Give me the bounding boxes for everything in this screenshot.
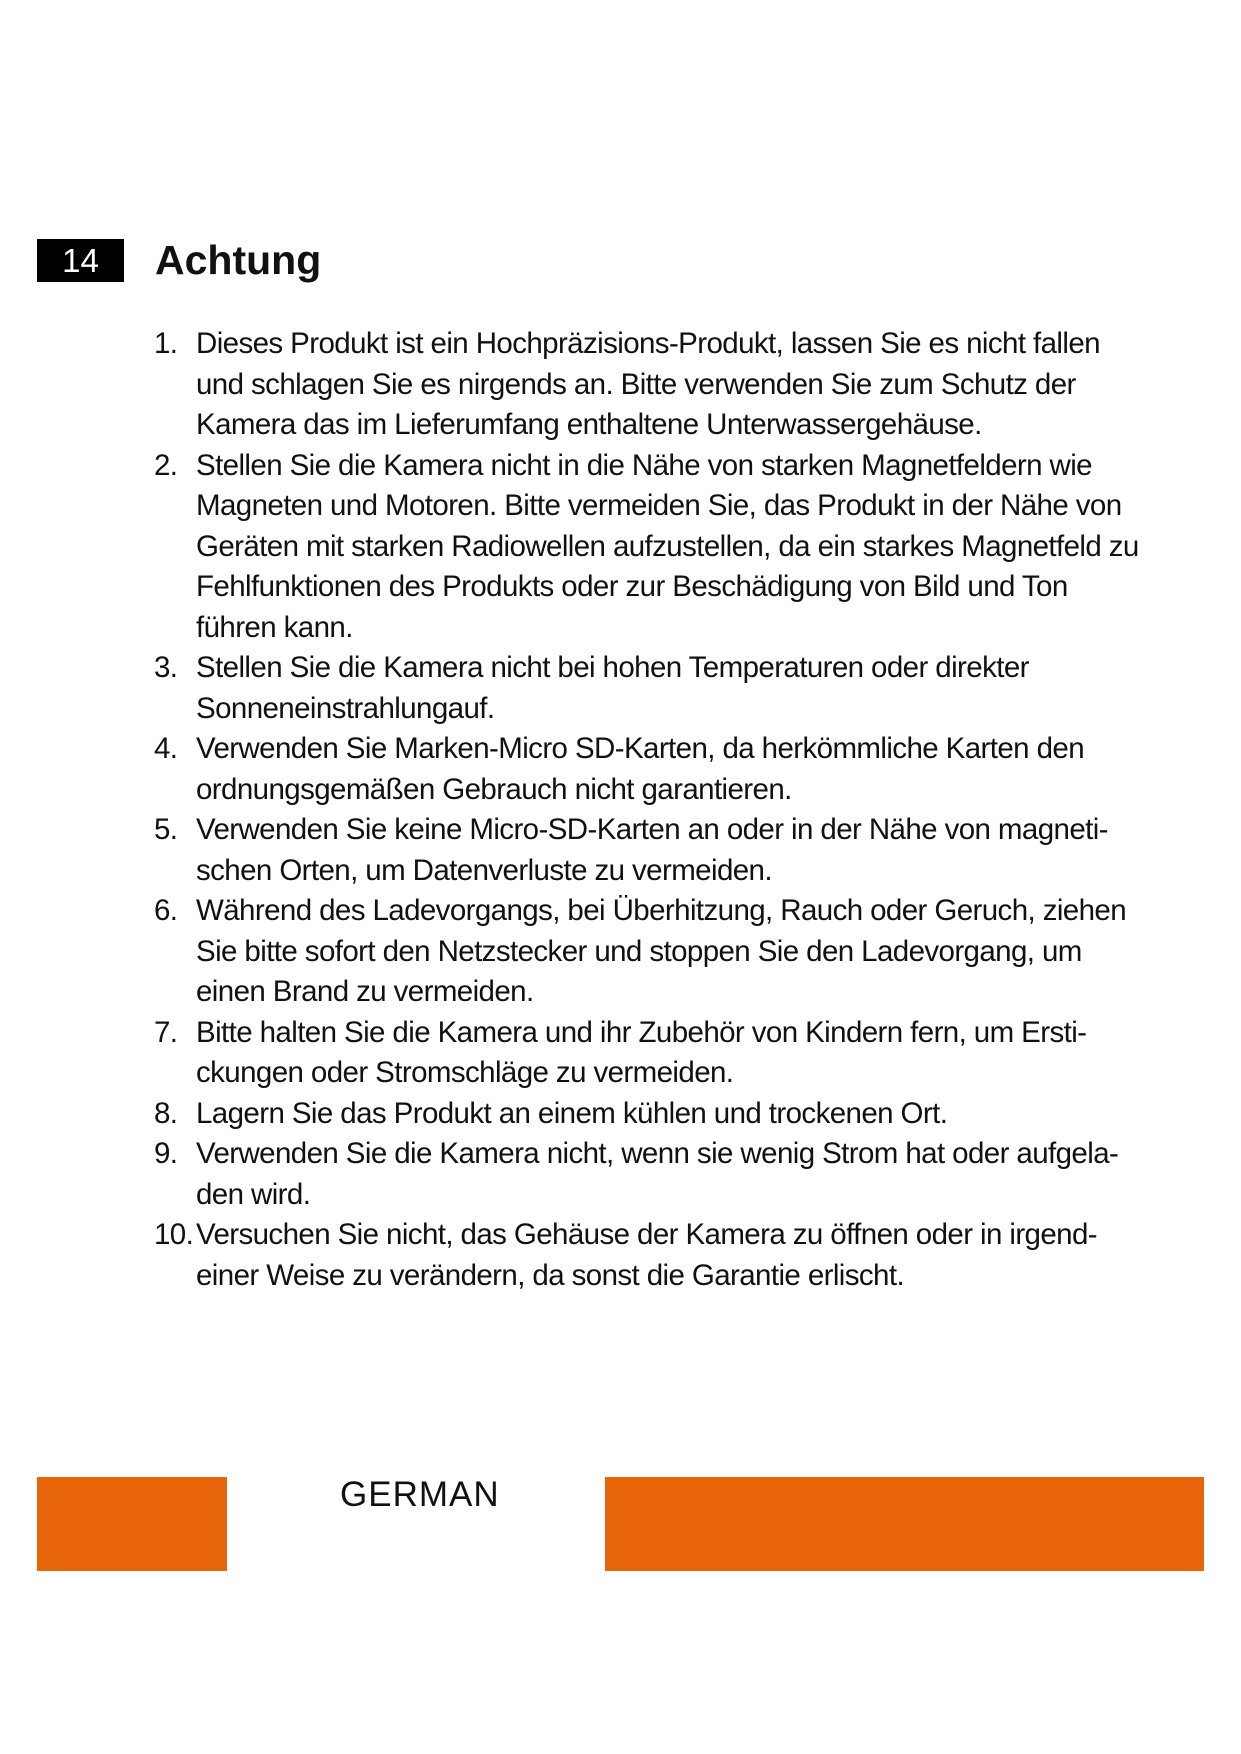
- list-item: [154, 1134, 1144, 1215]
- page-title: Achtung: [155, 237, 322, 283]
- item-number: 5.: [154, 813, 178, 846]
- item-text: Verwenden Sie Marken-Micro SD-Karten, da herkömmliche Karten den ordnungsgemäßen Gebrauch nicht garantieren.: [196, 732, 1084, 806]
- item-number: 9.: [154, 1137, 178, 1170]
- page-number: 14: [37, 239, 124, 282]
- list-item: [154, 729, 1144, 810]
- item-text: Stellen Sie die Kamera nicht bei hohen Temperaturen oder direkter Sonneneinstrahlungauf.: [196, 651, 1029, 725]
- item-text: Verwenden Sie die Kamera nicht, wenn sie wenig Strom hat oder aufgela- den wird.: [196, 1137, 1119, 1211]
- item-number: 8.: [154, 1096, 178, 1130]
- item-text: Verwenden Sie keine Micro-SD-Karten an oder in der Nähe von magneti- schen Orten, um Datenverluste zu vermeiden.: [196, 813, 1108, 887]
- notice-list: [154, 324, 1144, 1296]
- list-item: [154, 1094, 1144, 1135]
- item-number: 2.: [154, 448, 178, 482]
- item-number: 1.: [154, 327, 178, 360]
- item-text: Dieses Produkt ist ein Hochpräzisions-Produkt, lassen Sie es nicht fallen und schlagen Sie es nirgends an. Bitte verwenden Sie zum Schutz der Kamera das im Lieferumfang enthaltene Unterwassergehäuse.: [196, 327, 1100, 441]
- item-text: Bitte halten Sie die Kamera und ihr Zubehör von Kindern fern, um Ersti- ckungen oder Stromschläge zu vermeiden.: [196, 1015, 1087, 1089]
- item-text: Stellen Sie die Kamera nicht in die Nähe von starken Magnetfeldern wie Magneten und Motoren. Bitte vermeiden Sie, das Produkt in der Nähe von Geräten mit starken Radiowellen aufzustellen, da ein starkes Magnetfeld zu Fehlfunktionen des Produkts oder zur Beschädigung von Bild und Ton führen kann.: [196, 448, 1139, 644]
- item-text: Während des Ladevorgangs, bei Überhitzung, Rauch oder Geruch, ziehen Sie bitte sofort den Netzstecker und stoppen Sie den Ladevorgang, um einen Brand zu vermeiden.: [196, 894, 1127, 1008]
- item-number: 7.: [154, 1015, 178, 1049]
- item-number: 6.: [154, 894, 178, 927]
- list-item: [154, 1215, 1144, 1296]
- list-item: [154, 891, 1144, 1013]
- list-item: [154, 810, 1144, 891]
- accent-bar-right: [605, 1477, 1204, 1571]
- item-number: 3.: [154, 651, 178, 684]
- accent-bar-left: [37, 1477, 227, 1571]
- list-item: [154, 1013, 1144, 1094]
- list-item: [154, 446, 1144, 649]
- language-label: GERMAN: [340, 1475, 500, 1514]
- item-number: 10.: [154, 1218, 194, 1251]
- item-text: Lagern Sie das Produkt an einem kühlen und trockenen Ort.: [196, 1096, 948, 1130]
- list-item: [154, 648, 1144, 729]
- item-number: 4.: [154, 732, 178, 765]
- item-text: Versuchen Sie nicht, das Gehäuse der Kamera zu öffnen oder in irgend- einer Weise zu verändern, da sonst die Garantie erlischt.: [196, 1218, 1098, 1292]
- list-item: [154, 324, 1144, 446]
